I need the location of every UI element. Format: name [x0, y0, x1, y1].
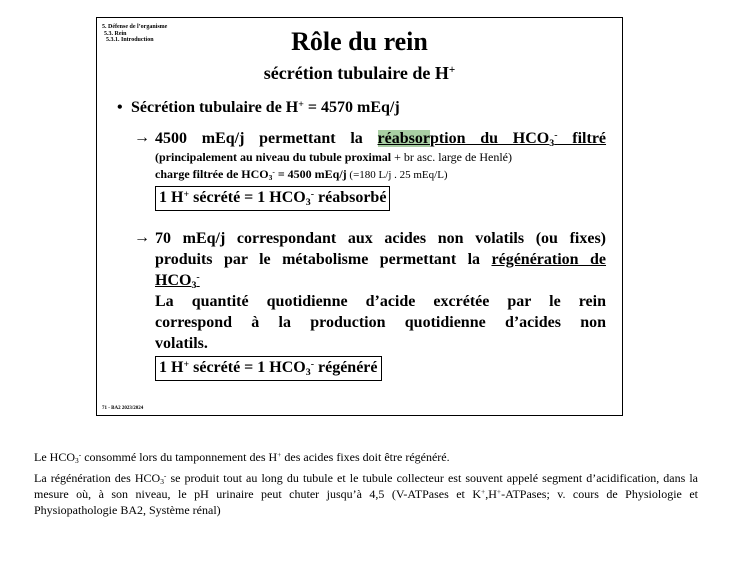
daily-acid-line-1: La quantité quotidienne d’acide excrétée par le rein	[155, 293, 606, 310]
notes-paragraph-2: La régénération des $HCO_3^-$ se produit tout au long du tubule et le tubule collecteur est souvent appelé segment d’acidification, dans la mesure où, à son niveau, le pH urinaire peut chuter jusqu’à 4,5 (V-ATPases et K+,H+-ATPases; v. cours de Physiologie et Physiopathologie BA2, Système rénal)	[34, 470, 699, 517]
breadcrumb-level-1: 5. Défense de l’organisme	[102, 24, 168, 30]
section-reabsorption	[134, 128, 606, 211]
slide-footer: 71 - BA2 2023/2024	[102, 406, 144, 411]
hco3-line: $HCO_3^-$	[155, 271, 200, 291]
slide-subtitle: sécrétion tubulaire de H+	[263, 63, 456, 83]
regeneration-box: 1 H+ sécrété = 1 $HCO_3^-$ régénéré	[155, 356, 382, 381]
slide-title: Rôle du rein	[291, 27, 428, 56]
slide	[96, 17, 623, 416]
speaker-notes	[34, 449, 698, 523]
fixed-acids-line: 70 mEq/j correspondant aux acides non volatils (ou fixes)	[155, 230, 606, 247]
breadcrumb-level-3: 5.3.1. Introduction	[106, 37, 154, 43]
metabolism-line: produits par le métabolisme permettant la régénération de	[155, 251, 607, 268]
location-line: (principalement au niveau du tubule proximal + br asc. large de Henlé)	[155, 150, 512, 164]
notes-paragraph-1: Le $HCO_3^-$ consommé lors du tamponnement des H+ des acides fixes doit être régénéré.	[34, 449, 450, 466]
daily-acid-line-2: correspond à la production quotidienne d’acides non	[155, 314, 606, 331]
bullet-marker: •	[117, 99, 123, 116]
daily-acid-line-3: volatils.	[155, 335, 208, 352]
highlighted-word: réabsor	[377, 130, 430, 147]
reabsorption-box: 1 H+ sécrété = 1 $HCO_3^-$ réabsorbé	[155, 186, 390, 211]
arrow-icon: →	[134, 229, 150, 246]
main-bullet: • Sécrétion tubulaire de H+ = 4570 mEq/j	[117, 98, 400, 116]
arrow-icon: →	[134, 129, 150, 146]
breadcrumb-level-2: 5.3. Rein	[104, 30, 127, 37]
section-regeneration	[134, 228, 606, 381]
reabsorption-line: 4500 mEq/j permettant la réabsorption du $HCO_3^-$ filtré	[155, 129, 607, 149]
filtered-load-line: charge filtrée de $HCO_3^- = 4500$ mEq/j (=180 L/j . 25 mEq/L)	[155, 166, 448, 183]
